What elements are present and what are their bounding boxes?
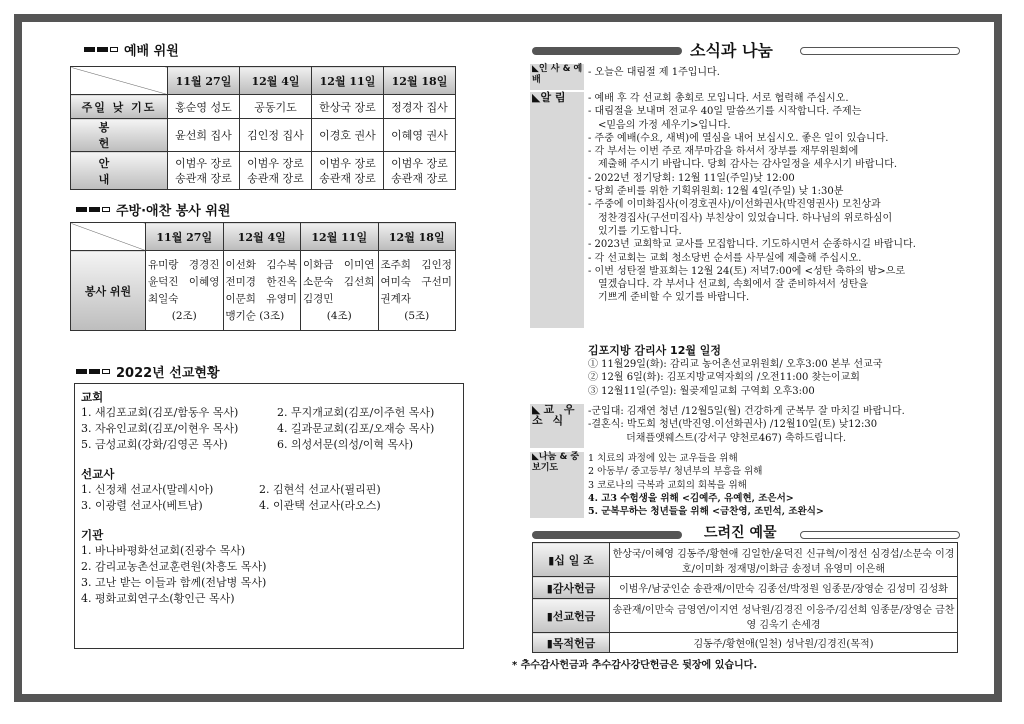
gift-label: ▮선교헌금 xyxy=(533,599,610,633)
row-label: 봉 헌 xyxy=(71,119,168,152)
news-line: - 주중에 이미화집사(이경호권사)/이선화권사(박진영권사) 모친상과 xyxy=(588,199,881,211)
prayer-list xyxy=(588,452,824,518)
row-label: 안 내 xyxy=(71,152,168,190)
news-label: ◣알 림 xyxy=(530,92,584,328)
date-header: 12월 4일 xyxy=(223,223,301,251)
gift-label: ▮감사헌금 xyxy=(533,577,610,599)
list-item: 6. 의성서문(의성/이혁 목사) xyxy=(277,438,414,451)
news-line: 더채플앳웨스트(강서구 양천로467) 축하드립니다. xyxy=(588,432,847,444)
mission-box xyxy=(74,383,464,649)
list-item: 3. 자유인교회(김포/이현우 목사) xyxy=(81,422,239,435)
gift-names: 김동주/황현애(일천) 성낙원/김경진(목적) xyxy=(610,633,958,653)
table-cell xyxy=(301,251,379,331)
list-item: 4. 길과문교회(김포/오재승 목사) xyxy=(277,422,435,435)
news-line: 기쁘게 준비할 수 있기를 바랍니다. xyxy=(598,292,750,304)
mission-title-text: 2022년 선교현황 xyxy=(116,366,220,381)
list-item: 3. 고난 받는 이들과 함께(전남병 목사) xyxy=(81,576,267,589)
kitchen-group: (4조) xyxy=(326,309,352,322)
list-item: 1. 신정채 선교사(말레시아) xyxy=(81,483,214,496)
table-cell xyxy=(378,251,456,331)
date-header: 12월 4일 xyxy=(240,67,312,95)
news-label: ◣인 사 & 예 배 xyxy=(530,64,584,90)
news-label: ◣교 우 소 식 xyxy=(530,404,584,448)
list-item: 2. 감리교농촌선교훈련원(차흥도 목사) xyxy=(81,560,267,573)
title-bar xyxy=(532,531,682,539)
kitchen-names: 전미경 한진옥 xyxy=(225,275,297,288)
news-line: 제출해 주시기 바랍니다. 당회 감사는 감사일정을 세우시기 바랍니다. xyxy=(598,159,898,171)
news-worship xyxy=(588,66,720,79)
worship-title xyxy=(84,40,179,59)
section-heading: 선교사 xyxy=(81,467,115,481)
kitchen-names: 유미랑 경경진 xyxy=(148,258,220,271)
date-header: 12월 11일 xyxy=(312,67,384,95)
news-notices xyxy=(588,92,916,305)
kitchen-names: 이선화 김수복 xyxy=(225,258,297,271)
prayer-item: 2 아동부/ 중고등부/ 청년부의 부흥을 위해 xyxy=(588,466,763,478)
title-bar-outline xyxy=(800,531,960,539)
kitchen-names: 여미숙 구선미 xyxy=(380,275,452,288)
date-header: 12월 18일 xyxy=(384,67,456,95)
news-line: - 각 선교회는 교회 청소당번 순서를 사무실에 제출해 주십시오. xyxy=(588,252,862,264)
table-cell: 이범우 장로 송관재 장로 xyxy=(312,152,384,190)
kitchen-title xyxy=(76,200,230,219)
section-heading: 교회 xyxy=(81,390,104,404)
gifts-title: 드려진 예물 xyxy=(704,525,777,541)
kitchen-names: 소문숙 김선희 xyxy=(303,275,375,288)
kitchen-names: 맹기순 (3조) xyxy=(225,309,285,322)
news-title: 소식과 나눔 xyxy=(690,41,773,60)
row-label: 봉사 위원 xyxy=(71,251,146,331)
worship-table xyxy=(70,66,456,190)
table-cell: 이혜영 권사 xyxy=(384,119,456,152)
news-line: - 2022년 정기당회: 12월 11일(주일)낮 12:00 xyxy=(588,172,795,184)
list-item: 2. 무지개교회(김포/이주헌 목사) xyxy=(277,406,435,419)
gifts-footnote: * 추수감사헌금과 추수감사강단헌금은 뒷장에 있습니다. xyxy=(512,660,758,671)
schedule-item: ③ 12월11일(주일): 월곶제일교회 구역회 오후3:00 xyxy=(588,385,815,397)
table-cell: 김인정 집사 xyxy=(240,119,312,152)
list-item: 1. 새김포교회(김포/함동우 목사) xyxy=(81,406,239,419)
kitchen-table xyxy=(70,222,456,331)
news-label: ◣나눔 & 중보기도 xyxy=(530,452,584,518)
kitchen-group: (2조) xyxy=(171,309,197,322)
gift-names: 이범우/남궁인순 송관재/이만숙 김종선/박정원 임종문/장영순 김성미 김성화 xyxy=(610,577,958,599)
prayer-item: 4. 고3 수험생을 위해 <김예주, 유예현, 조은서> xyxy=(588,492,794,504)
kitchen-names: 최일숙 xyxy=(148,292,179,305)
gift-label: ▮십 일 조 xyxy=(533,543,610,577)
gift-names: 한상국/이혜영 김동주/황현애 김일한/윤덕진 신규혁/이정선 심경섭/소문숙 이경호/이미화 정재명/이화금 송정녀 유영미 이은해 xyxy=(610,543,958,577)
kitchen-names: 조주희 김인정 xyxy=(380,258,452,271)
news-line: - 각 부서는 이번 주로 재무마감을 하셔서 장부를 재무위원회에 xyxy=(588,146,859,158)
date-header: 11월 27일 xyxy=(146,223,224,251)
title-bar xyxy=(532,47,682,55)
list-item: 4. 이관택 선교사(라오스) xyxy=(259,499,381,512)
date-header: 11월 27일 xyxy=(168,67,240,95)
prayer-item: 3 코로나의 극복과 교회의 회복을 위해 xyxy=(588,479,747,491)
kitchen-names: 이화금 이미연 xyxy=(303,258,375,271)
kitchen-names: 권계자 xyxy=(380,292,411,305)
table-cell: 이범우 장로 송관재 장로 xyxy=(168,152,240,190)
news-line: 있기를 기도합니다. xyxy=(598,225,682,237)
news-line: -결혼식: 박도희 청년(박진영.이선화권사) /12월10일(토) 낮12:30 xyxy=(588,419,878,431)
gift-names: 송관재/이만숙 금영연/이지연 성낙원/김경진 이응주/김선희 임종문/장영순 금찬영 김욱기 손세경 xyxy=(610,599,958,633)
worship-title-text: 예배 위원 xyxy=(124,44,179,59)
table-corner xyxy=(71,223,146,251)
bullet-bars-icon xyxy=(84,47,118,52)
mission-title xyxy=(76,362,220,381)
gift-label: ▮목적헌금 xyxy=(533,633,610,653)
news-line: <믿음의 가정 세우기>입니다. xyxy=(598,119,731,131)
prayer-item: 1 치료의 과정에 있는 교우들을 위해 xyxy=(588,453,738,464)
table-cell: 윤선희 집사 xyxy=(168,119,240,152)
list-item: 2. 김현석 선교사(필리핀) xyxy=(259,483,381,496)
title-bar-outline xyxy=(800,47,960,55)
kitchen-group: (5조) xyxy=(404,309,430,322)
news-line: -군입대: 김재연 청년 /12월5일(월) 건강하게 군복무 잘 마치길 바랍니다. xyxy=(588,406,905,417)
table-cell: 이범우 장로 송관재 장로 xyxy=(384,152,456,190)
table-cell: 이경호 권사 xyxy=(312,119,384,152)
table-cell: 홍순영 성도 xyxy=(168,95,240,119)
members-news xyxy=(588,405,905,445)
bullet-bars-icon xyxy=(76,369,110,374)
news-line: - 이번 성탄절 발표회는 12월 24(토) 저녁7:00에 <성탄 축하의 밤>으로 xyxy=(588,265,905,277)
news-line: - 주중 예배(수요, 새벽)에 열심을 내어 보십시오. 좋은 일이 있습니다. xyxy=(588,132,889,144)
table-cell: 이범우 장로 송관재 장로 xyxy=(240,152,312,190)
news-line: - 2023년 교회학교 교사를 모집합니다. 기도하시면서 순종하시길 바랍니다. xyxy=(588,239,916,251)
table-cell: 한상국 장로 xyxy=(312,95,384,119)
kitchen-names: 김경민 xyxy=(303,292,334,305)
news-line: - 예배 후 각 선교회 총회로 모입니다. 서로 협력해 주십시오. xyxy=(588,93,849,104)
schedule-item: ② 12월 6일(화): 김포지방교역자회의 /오전11:00 찾는이교회 xyxy=(588,372,860,384)
news-line: 열겠습니다. 각 부서나 선교회, 속회에서 잘 준비하셔서 성탄을 xyxy=(598,279,869,291)
date-header: 12월 18일 xyxy=(378,223,456,251)
schedule-item: ① 11월29일(화): 감리교 농어촌선교위원회/ 오후3:00 본부 선교국 xyxy=(588,359,883,370)
list-item: 3. 이광렬 선교사(베트남) xyxy=(81,499,203,512)
table-cell: 정경자 집사 xyxy=(384,95,456,119)
date-header: 12월 11일 xyxy=(301,223,379,251)
list-item: 4. 평화교회연구소(황인근 목사) xyxy=(81,592,235,605)
district-title: 김포지방 감리사 12월 일정 xyxy=(588,344,722,357)
district-schedule xyxy=(588,358,882,398)
table-cell xyxy=(146,251,224,331)
kitchen-names: 윤덕진 이혜영 xyxy=(148,275,220,288)
bullet-bars-icon xyxy=(76,207,110,212)
news-line: - 대림절을 보내며 전교우 40일 말씀쓰기를 시작합니다. 주제는 xyxy=(588,106,862,118)
gifts-table xyxy=(532,542,958,653)
table-cell: 공동기도 xyxy=(240,95,312,119)
news-line: 정찬경집사(구선미집사) 부친상이 있었습니다. 하나님의 위로하심이 xyxy=(598,212,893,224)
news-line: - 당회 준비를 위한 기획위원회: 12월 4일(주일) 낮 1:30분 xyxy=(588,186,844,198)
kitchen-names: 이문희 유영미 xyxy=(225,292,297,305)
table-corner xyxy=(71,67,168,95)
list-item: 5. 금성교회(강화/김영곤 목사) xyxy=(81,438,228,451)
row-label: 주일 낮 기도 xyxy=(71,95,168,119)
prayer-item: 5. 군복무하는 청년들을 위해 <금찬영, 조민석, 조완식> xyxy=(588,506,824,518)
news-line: - 오늘은 대림절 제 1주입니다. xyxy=(588,67,720,78)
list-item: 1. 바나바평화선교회(진광수 목사) xyxy=(81,544,246,557)
table-cell xyxy=(223,251,301,331)
kitchen-title-text: 주방·애찬 봉사 위원 xyxy=(116,204,231,219)
section-heading: 기관 xyxy=(81,528,104,542)
